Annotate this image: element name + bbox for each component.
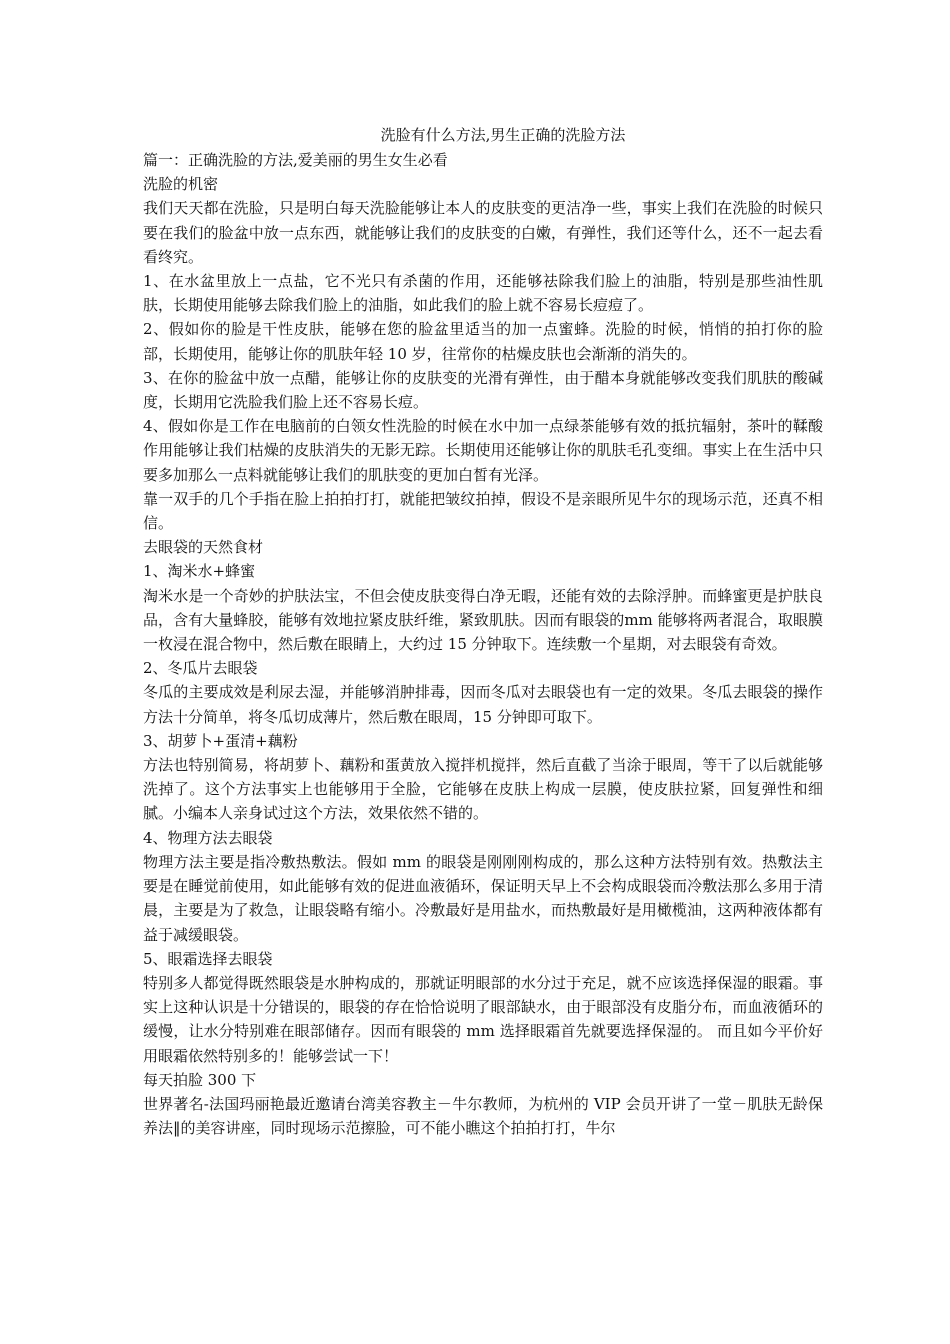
- paragraph: 方法也特别简易，将胡萝卜、藕粉和蛋黄放入搅拌机搅拌，然后直截了当涂于眼周，等干了以后就能够洗掉了。这个方法事实上也能够用于全脸，它能够在皮肤上构成一层膜，使皮肤拉紧，回复弹性和细腻。小编本人亲身试过这个方法，效果依然不错的。: [143, 756, 823, 823]
- paragraph: 1、在水盆里放上一点盐，它不光只有杀菌的作用，还能够祛除我们脸上的油脂，特别是那些油性肌肤，长期使用能够去除我们脸上的油脂，如此我们的脸上就不容易长痘痘了。: [143, 272, 823, 315]
- paragraph: 每天拍脸 300 下: [143, 1070, 257, 1089]
- paragraph: 靠一双手的几个手指在脸上拍拍打打，就能把皱纹拍掉，假设不是亲眼所见牛尔的现场示范，还真不相信。: [143, 489, 823, 533]
- paragraph: 3、在你的脸盆中放一点醋，能够让你的皮肤变的光滑有弹性，由于醋本身就能够改变我们肌肤的酸碱度，长期用它洗脸我们脸上还不容易长痘。: [143, 368, 823, 412]
- paragraph: 去眼袋的天然食材: [143, 538, 264, 557]
- paragraph: 我们天天都在洗脸，只是明白每天洗脸能够让本人的皮肤变的更洁净一些，事实上我们在洗脸的时候只要在我们的脸盆中放一点东西，就能够让我们的皮肤变的白嫩，有弹性，我们还等什么，还不一起去看看终究。: [143, 199, 823, 266]
- paragraph: 5、眼霜选择去眼袋: [143, 949, 273, 968]
- paragraph: 特别多人都觉得既然眼袋是水肿构成的，那就证明眼部的水分过于充足，就不应该选择保湿的眼霜。事实上这种认识是十分错误的，眼袋的存在恰恰说明了眼部缺水，由于眼部没有皮脂分布，而血液循环的缓慢，让水分特别难在眼部储存。因而有眼袋的 mm 选择眼霜首先就要选择保湿的。 而且如今平价好用眼霜依然特别多的！能够尝试一下！: [143, 973, 823, 1065]
- paragraph: 4、物理方法去眼袋: [143, 828, 273, 847]
- paragraph: 冬瓜的主要成效是利尿去湿，并能够消肿排毒，因而冬瓜对去眼袋也有一定的效果。冬瓜去眼袋的操作方法十分简单，将冬瓜切成薄片，然后敷在眼周，15 分钟即可取下。: [143, 683, 823, 726]
- paragraph: 物理方法主要是指冷敷热敷法。假如 mm 的眼袋是刚刚刚构成的，那么这种方法特别有效。热敷法主要是在睡觉前使用，如此能够有效的促进血液循环，保证明天早上不会构成眼袋而冷敷法那么多用于清晨，主要是为了救急，让眼袋略有缩小。冷敷最好是用盐水，而热敷最好是用橄榄油，这两种液体都有益于减缓眼袋。: [143, 852, 823, 944]
- paragraph: 2、假如你的脸是干性皮肤，能够在您的脸盆里适当的加一点蜜蜂。洗脸的时候，悄悄的拍打你的脸部，长期使用，能够让你的肌肤年轻 10 岁，往常你的枯燥皮肤也会渐渐的消失的。: [143, 320, 823, 363]
- paragraph: 世界著名-法国玛丽艳最近邀请台湾美容教主－牛尔教师，为杭州的 VIP 会员开讲了一堂－肌肤无龄保养法‖的美容讲座，同时现场示范擦脸，可不能小瞧这个拍拍打打，牛尔: [143, 1094, 823, 1138]
- paragraph: 4、假如你是工作在电脑前的白领女性洗脸的时候在水中加一点绿茶能够有效的抵抗辐射，茶叶的鞣酸作用能够让我们枯燥的皮肤消失的无影无踪。长期使用还能够让你的肌肤毛孔变细。事实上在生活中只要多加那么一点料就能够让我们的肌肤变的更加白皙有光泽。: [143, 417, 823, 484]
- paragraph: 淘米水是一个奇妙的护肤法宝，不但会使皮肤变得白净无暇，还能有效的去除浮肿。而蜂蜜更是护肤良品，含有大量蜂胶，能够有效地拉紧皮肤纤维，紧致肌肤。因而有眼袋的mm 能够将两者混合，取眼膜一枚浸在混合物中，然后敷在眼睛上，大约过 15 分钟取下。连续敷一个星期，对去眼袋有奇效。: [143, 586, 823, 654]
- paragraph: 篇一：正确洗脸的方法,爱美丽的男生女生必看: [143, 151, 448, 169]
- paragraph: 2、冬瓜片去眼袋: [143, 659, 258, 678]
- document-title: 洗脸有什么方法,男生正确的洗脸方法: [380, 126, 626, 144]
- paragraph: 3、胡萝卜+蛋清+藕粉: [143, 731, 298, 750]
- document-body: [143, 124, 823, 1140]
- paragraph: 1、淘米水+蜂蜜: [143, 562, 256, 581]
- paragraph: 洗脸的机密: [143, 175, 219, 194]
